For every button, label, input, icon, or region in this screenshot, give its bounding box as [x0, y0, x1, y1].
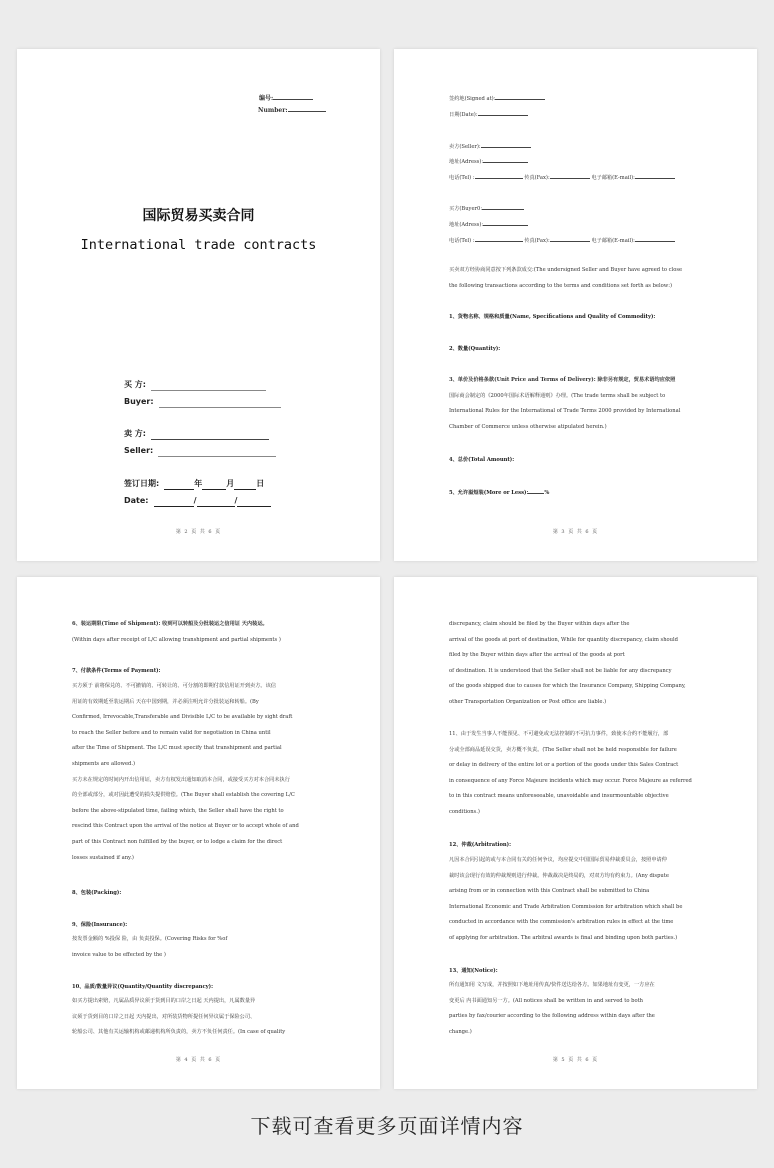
section-10-paragraph: [72, 994, 327, 1041]
section-10-continuation: [449, 617, 711, 711]
section-9-heading: 9、保险(Insurance):: [72, 922, 128, 928]
blank-line: [483, 156, 528, 163]
date-label: 日期(Date):: [449, 112, 478, 118]
text-line: 买卖双方经协商同意按下列条款成交:(The undersigned Seller and Buyer have agreed to close: [449, 267, 683, 273]
page-number: 第 3 页 共 6 页: [552, 529, 599, 535]
text-line: Chamber of Commerce unless otherwise atipulated herein.): [449, 423, 607, 430]
text-line: losses sustained if any.): [72, 854, 134, 861]
section-12-paragraph: [449, 853, 711, 947]
blank-line: [197, 498, 235, 507]
text-line: shipments are allowed.): [72, 760, 136, 767]
text-line: Confirmed, Irrevocable,Transferable and Divisible L/C to be available by sight draft: [72, 714, 293, 721]
fax-label: 传真(Fax):: [524, 175, 550, 181]
contract-page-parties: [394, 49, 757, 561]
contract-title-cn: 国际贸易买卖合同: [142, 208, 255, 224]
seller-en-field: [124, 438, 276, 457]
blank-line: [528, 487, 544, 494]
text-line: rescind this Contract upon the arrival of the notice at Buyer or to accept whole of and: [72, 823, 299, 830]
text-line: parties by fax/courier according to the following address within days after the: [449, 1013, 655, 1020]
contract-page-cover: [17, 49, 380, 561]
text-line: discrepancy, claim should be filed by the Buyer within days after the: [449, 621, 630, 627]
sign-date-cn-label: 签订日期:: [124, 479, 160, 488]
text-line: 6、装运期限(Time of Shipment): 收到可以转船及分批装运之信用证 天内装运。: [72, 621, 268, 627]
text-line: before the above-stipulated time, failing which, the Seller shall have the right to: [72, 807, 284, 814]
text-line: 买方未在规定的时间内开出信用证，卖方有权发出通知取消本合同，或接受买方对本合同未执行: [72, 776, 290, 783]
section-2-heading: 2、数量(Quantity):: [449, 346, 501, 352]
section-12-heading: 12、仲裁(Arbitration):: [449, 842, 512, 848]
blank-line: [475, 172, 523, 179]
text-line: 按发票金额的 %投保 险，由 负责投保。(Covering Risks for %of: [72, 936, 228, 942]
day-label: 日: [256, 479, 265, 488]
seller-address-label: 地址(Adress):: [449, 159, 484, 165]
text-line: 轮船公司、其他有关运输机构或邮递机构所负责的，卖方不负任何责任。(In case of quality: [72, 1029, 286, 1036]
text-line: 裁时该会现行有效的仲裁规则进行仲裁。仲裁裁决是终局的，对双方均有约束力。(Any dispute: [449, 872, 669, 879]
signed-at-label: 签约地(Signed at):: [449, 96, 496, 102]
blank-line: [635, 235, 675, 242]
blank-line: [478, 109, 528, 116]
text-line: 3、单价及价格条款(Unit Price and Terms of Delivery): 除非另有规定，贸易术语均应依照: [449, 377, 676, 383]
section-7-heading: 7、付款条件(Terms of Payment):: [72, 668, 161, 674]
section-5-field: [449, 487, 549, 496]
text-line: filed by the Buyer within days after the arrival of the goods at port: [449, 652, 625, 659]
blank-line: [475, 235, 523, 242]
text-line: conducted in accordance with the commission's arbitration rules in effect at the time: [449, 919, 674, 926]
text-line: of applying for arbitration. The arbitral awards is final and binding upon both parties.): [449, 934, 678, 941]
signed-at-field: [449, 93, 545, 102]
text-line: to in this contract means unforeseeable, unavoidable and insurmountable objective: [449, 793, 669, 800]
sign-date-en-label: Date:: [124, 496, 149, 505]
seller-name-field: [449, 141, 531, 150]
blank-line: [159, 399, 281, 408]
seller-cn-label: 卖 方:: [124, 429, 146, 438]
number-cn-label: 编号:: [259, 95, 274, 102]
contract-page-clauses: [394, 577, 757, 1089]
buyer-en-label: Buyer:: [124, 397, 154, 406]
text-line: conditions.): [449, 808, 480, 815]
section-5-heading: 5、允许溢短装(More or Less):: [449, 490, 529, 496]
text-line: 凡因本合同引起的或与本合同有关的任何争议，均应提交中国国际贸易仲裁委员会，按照申请仲: [449, 857, 667, 863]
section-1-heading: 1、货物名称、规格和质量(Name, Specifications and Quality of Commodity):: [449, 314, 656, 320]
section-11-paragraph: [449, 727, 711, 821]
buyer-address-field: [449, 219, 528, 228]
text-line: (Within days after receipt of L/C allowing transhipment and partial shipments ): [72, 636, 281, 643]
blank-line: [288, 105, 326, 112]
text-line: in consequence of any Force Majeure incidents which may occur. Force Majeure as referred: [449, 777, 692, 784]
blank-line: [483, 219, 528, 226]
text-line: arrival of the goods at port of destination, While for quantity discrepancy, claim should: [449, 636, 679, 643]
number-en-label: Number:: [258, 107, 288, 114]
section-13-paragraph: [449, 978, 711, 1040]
contract-page-terms: [17, 577, 380, 1089]
blank-line: [495, 93, 545, 100]
blank-line: [154, 498, 194, 507]
section-13-heading: 13、通知(Notice):: [449, 968, 498, 974]
blank-line: [550, 172, 590, 179]
blank-line: [482, 203, 524, 210]
text-line: to reach the Seller before and to remain valid for negotiation in China until: [72, 729, 271, 736]
blank-line: [550, 235, 590, 242]
text-line: the following transactions according to the terms and conditions set forth as below:): [449, 282, 673, 289]
fax-label: 传真(Fax):: [524, 238, 550, 244]
tel-label: 电话(Tel) :: [449, 238, 475, 244]
text-line: 分或全部商品延误交货，卖方概不负责。(The Seller shall not be held responsible for failure: [449, 746, 677, 753]
email-label: 电子邮箱(E-mail):: [591, 238, 635, 244]
email-label: 电子邮箱(E-mail):: [591, 175, 635, 181]
section-10-heading: 10、品质/数量异议(Quantity/Quantity discrepancy):: [72, 984, 213, 990]
page-number: 第 2 页 共 6 页: [175, 529, 222, 535]
download-caption: 下载可查看更多页面详情内容: [250, 1114, 524, 1138]
blank-line: [481, 141, 531, 148]
text-line: 的全部或部分，或对因此遭受的损失提供赔偿。(The Buyer shall establish the covering L/C: [72, 792, 295, 799]
section-6-paragraph: [72, 617, 327, 648]
number-en-field: [258, 105, 326, 114]
seller-contact-row: [449, 172, 675, 181]
text-line: 国际商会制定的《2000年国际术语解释通则》办理。(The trade terms shall be subject to: [449, 392, 666, 399]
buyer-en-field: [124, 389, 281, 408]
text-line: 买方须于 前将保兑的、不可撤销的、可转让的、可分割的即期付款信用证开到卖方。该信: [72, 683, 276, 689]
seller-en-label: Seller:: [124, 446, 154, 455]
buyer-contact-row: [449, 235, 675, 244]
section-3-paragraph: [449, 373, 709, 435]
text-line: 用证的有效期延至装运期后 天在中国到期，并必须注明允许分批装运和转船。(By: [72, 698, 259, 705]
blank-line: [273, 93, 313, 100]
text-line: of the goods shipped due to causes for which the Insurance Company, Shipping Company,: [449, 683, 686, 690]
blank-line: [237, 498, 271, 507]
section-9-paragraph: [72, 932, 327, 963]
buyer-label: 买方(Buyer0:: [449, 206, 483, 212]
buyer-name-field: [449, 203, 524, 212]
text-line: arising from or in connection with this Contract shall be submitted to China: [449, 888, 650, 895]
text-line: after the Time of Shipment. The L/C must specify that transhipment and partial: [72, 745, 282, 752]
seller-label: 卖方(Seller):: [449, 144, 481, 150]
text-line: part of this Contract non fulfilled by the buyer, or to lodge a claim for the direct: [72, 838, 283, 845]
text-line: change.): [449, 1028, 472, 1035]
year-label: 年: [194, 479, 203, 488]
text-line: 议须于货到目的口岸之日起 天内提出，对所装货物所提任何异议属于保险公司、: [72, 1013, 256, 1020]
text-line: 11、由于发生当事人不能预见、不可避免或无法控制的不可抗力事件，致使本合约不能履行，部: [449, 731, 669, 737]
month-label: 月: [226, 479, 235, 488]
text-line: or delay in delivery of the entire lot or a portion of the goods under this Sales Contract: [449, 762, 679, 769]
contract-title-en: International trade contracts: [80, 237, 317, 253]
blank-line: [635, 172, 675, 179]
section-7-paragraph: [72, 679, 327, 866]
page-number: 第 4 页 共 6 页: [175, 1057, 222, 1063]
date-field: [449, 109, 528, 118]
sign-date-en-field: Date: / /: [124, 488, 271, 507]
page-number: 第 5 页 共 6 页: [552, 1057, 599, 1063]
text-line: 所有通知用 文写成，并按照如下地址用传真/快件送达给各方。如果地址有变更，一方应在: [449, 982, 655, 988]
number-cn-field: [259, 93, 313, 102]
tel-label: 电话(Tel) :: [449, 175, 475, 181]
blank-line: [158, 448, 276, 457]
buyer-address-label: 地址(Adress):: [449, 222, 484, 228]
text-line: International Economic and Trade Arbitration Commission for arbitration which shall be: [449, 903, 683, 910]
text-line: invoice value to be effected by the ): [72, 951, 166, 958]
buyer-cn-label: 买 方:: [124, 380, 146, 389]
section-4-heading: 4、总价(Total Amount):: [449, 457, 515, 463]
text-line: 如买方提出索赔，凡属品质异议须于货到目的口岸之日起 天内提出，凡属数量异: [72, 998, 256, 1004]
percent-sign: %: [544, 490, 550, 496]
seller-address-field: [449, 156, 528, 165]
intro-paragraph: [449, 263, 709, 294]
text-line: other Transportation Organization or Post office are liable.): [449, 698, 607, 705]
text-line: International Rules for the International of Trade Terms 2000 provided by International: [449, 408, 681, 415]
section-8-heading: 8、包装(Packing):: [72, 890, 122, 896]
text-line: 变更后 内书面通知另一方。(All notices shall be written in and served to both: [449, 997, 644, 1004]
text-line: of destination. It is understood that the Seller shall not be liable for any discrepancy: [449, 667, 672, 674]
